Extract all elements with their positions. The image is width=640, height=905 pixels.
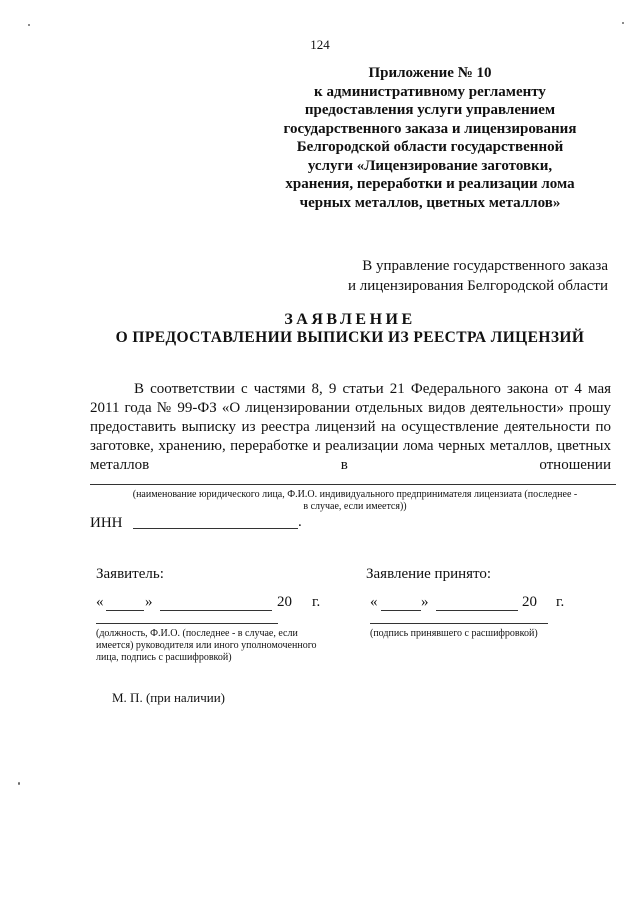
org-name-caption (95, 489, 615, 513)
document-title: ЗАЯВЛЕНИЕ (284, 311, 416, 328)
accepted-caption: (подпись принявшего с расшифровкой) (370, 628, 538, 639)
application-body (90, 380, 611, 475)
addressee-line: В управление государственного заказа (362, 258, 608, 274)
appendix-line: черных металлов, цветных металлов» (299, 194, 561, 211)
appendix-line: Приложение № 10 (368, 65, 492, 81)
stamp-note: М. П. (при наличии) (112, 690, 226, 705)
accepted-quote-open: « (370, 594, 378, 610)
inn-end-dot: . (298, 514, 302, 530)
appendix-line: государственного заказа и лицензирования (283, 120, 577, 137)
org-name-line[interactable] (90, 484, 616, 485)
applicant-month-line[interactable] (160, 610, 272, 611)
appendix-line: услуги «Лицензирование заготовки, (307, 157, 553, 174)
applicant-caption-line: (должность, Ф.И.О. (последнее - в случае, если (96, 628, 298, 639)
applicant-year-suffix: г. (312, 594, 321, 610)
applicant-year-prefix: 20 (277, 594, 292, 610)
applicant-day-line[interactable] (106, 610, 144, 611)
scan-speck (622, 22, 624, 24)
application-body-text: В соответствии с частями 8, 9 статьи 21 Федерального закона от 4 мая 2011 года № 99-ФЗ «О лицензировании отдельных видов деятельности» прошу предоставить выписку из реестра лицензий на осуществление деятельности по заготовке, хранению, переработке и реализации лома черных металлов, цветных металлов в отношении (90, 381, 611, 473)
accepted-label: Заявление принято: (366, 566, 492, 582)
org-caption-line: (наименование юридического лица, Ф.И.О. индивидуального предпринимателя лицензиата (последнее - (132, 489, 578, 500)
appendix-line: Белгородской области государственной (296, 139, 564, 155)
inn-field-line[interactable] (133, 528, 298, 529)
accepted-month-line[interactable] (436, 610, 518, 611)
appendix-line: предоставления услуги управлением (304, 102, 556, 118)
appendix-header (260, 64, 600, 212)
accepted-signature-line[interactable] (370, 623, 548, 624)
applicant-caption (96, 628, 356, 664)
applicant-quote-open: « (96, 594, 104, 610)
page-number: 124 (310, 37, 330, 52)
applicant-caption-line: имеется) руководителя или иного уполномоченного (96, 640, 317, 651)
applicant-quote-close: » (145, 594, 153, 610)
addressee (308, 256, 608, 296)
applicant-caption-line: лица, подпись с расшифровкой) (96, 652, 232, 663)
addressee-line: и лицензирования Белгородской области (347, 278, 608, 294)
accepted-year-suffix: г. (556, 594, 565, 610)
scan-speck (28, 24, 30, 26)
document-subtitle: О ПРЕДОСТАВЛЕНИИ ВЫПИСКИ ИЗ РЕЕСТРА ЛИЦЕНЗИЙ (115, 329, 585, 346)
accepted-year-prefix: 20 (522, 594, 537, 610)
org-caption-line: в случае, если имеется)) (303, 501, 407, 512)
inn-label: ИНН (90, 515, 123, 531)
scan-speck (18, 782, 20, 785)
applicant-label: Заявитель: (96, 566, 164, 582)
accepted-day-line[interactable] (381, 610, 421, 611)
appendix-line: к административному регламенту (314, 83, 546, 100)
applicant-signature-line[interactable] (96, 623, 278, 624)
accepted-quote-close: » (421, 594, 429, 610)
appendix-line: хранения, переработки и реализации лома (285, 176, 575, 192)
